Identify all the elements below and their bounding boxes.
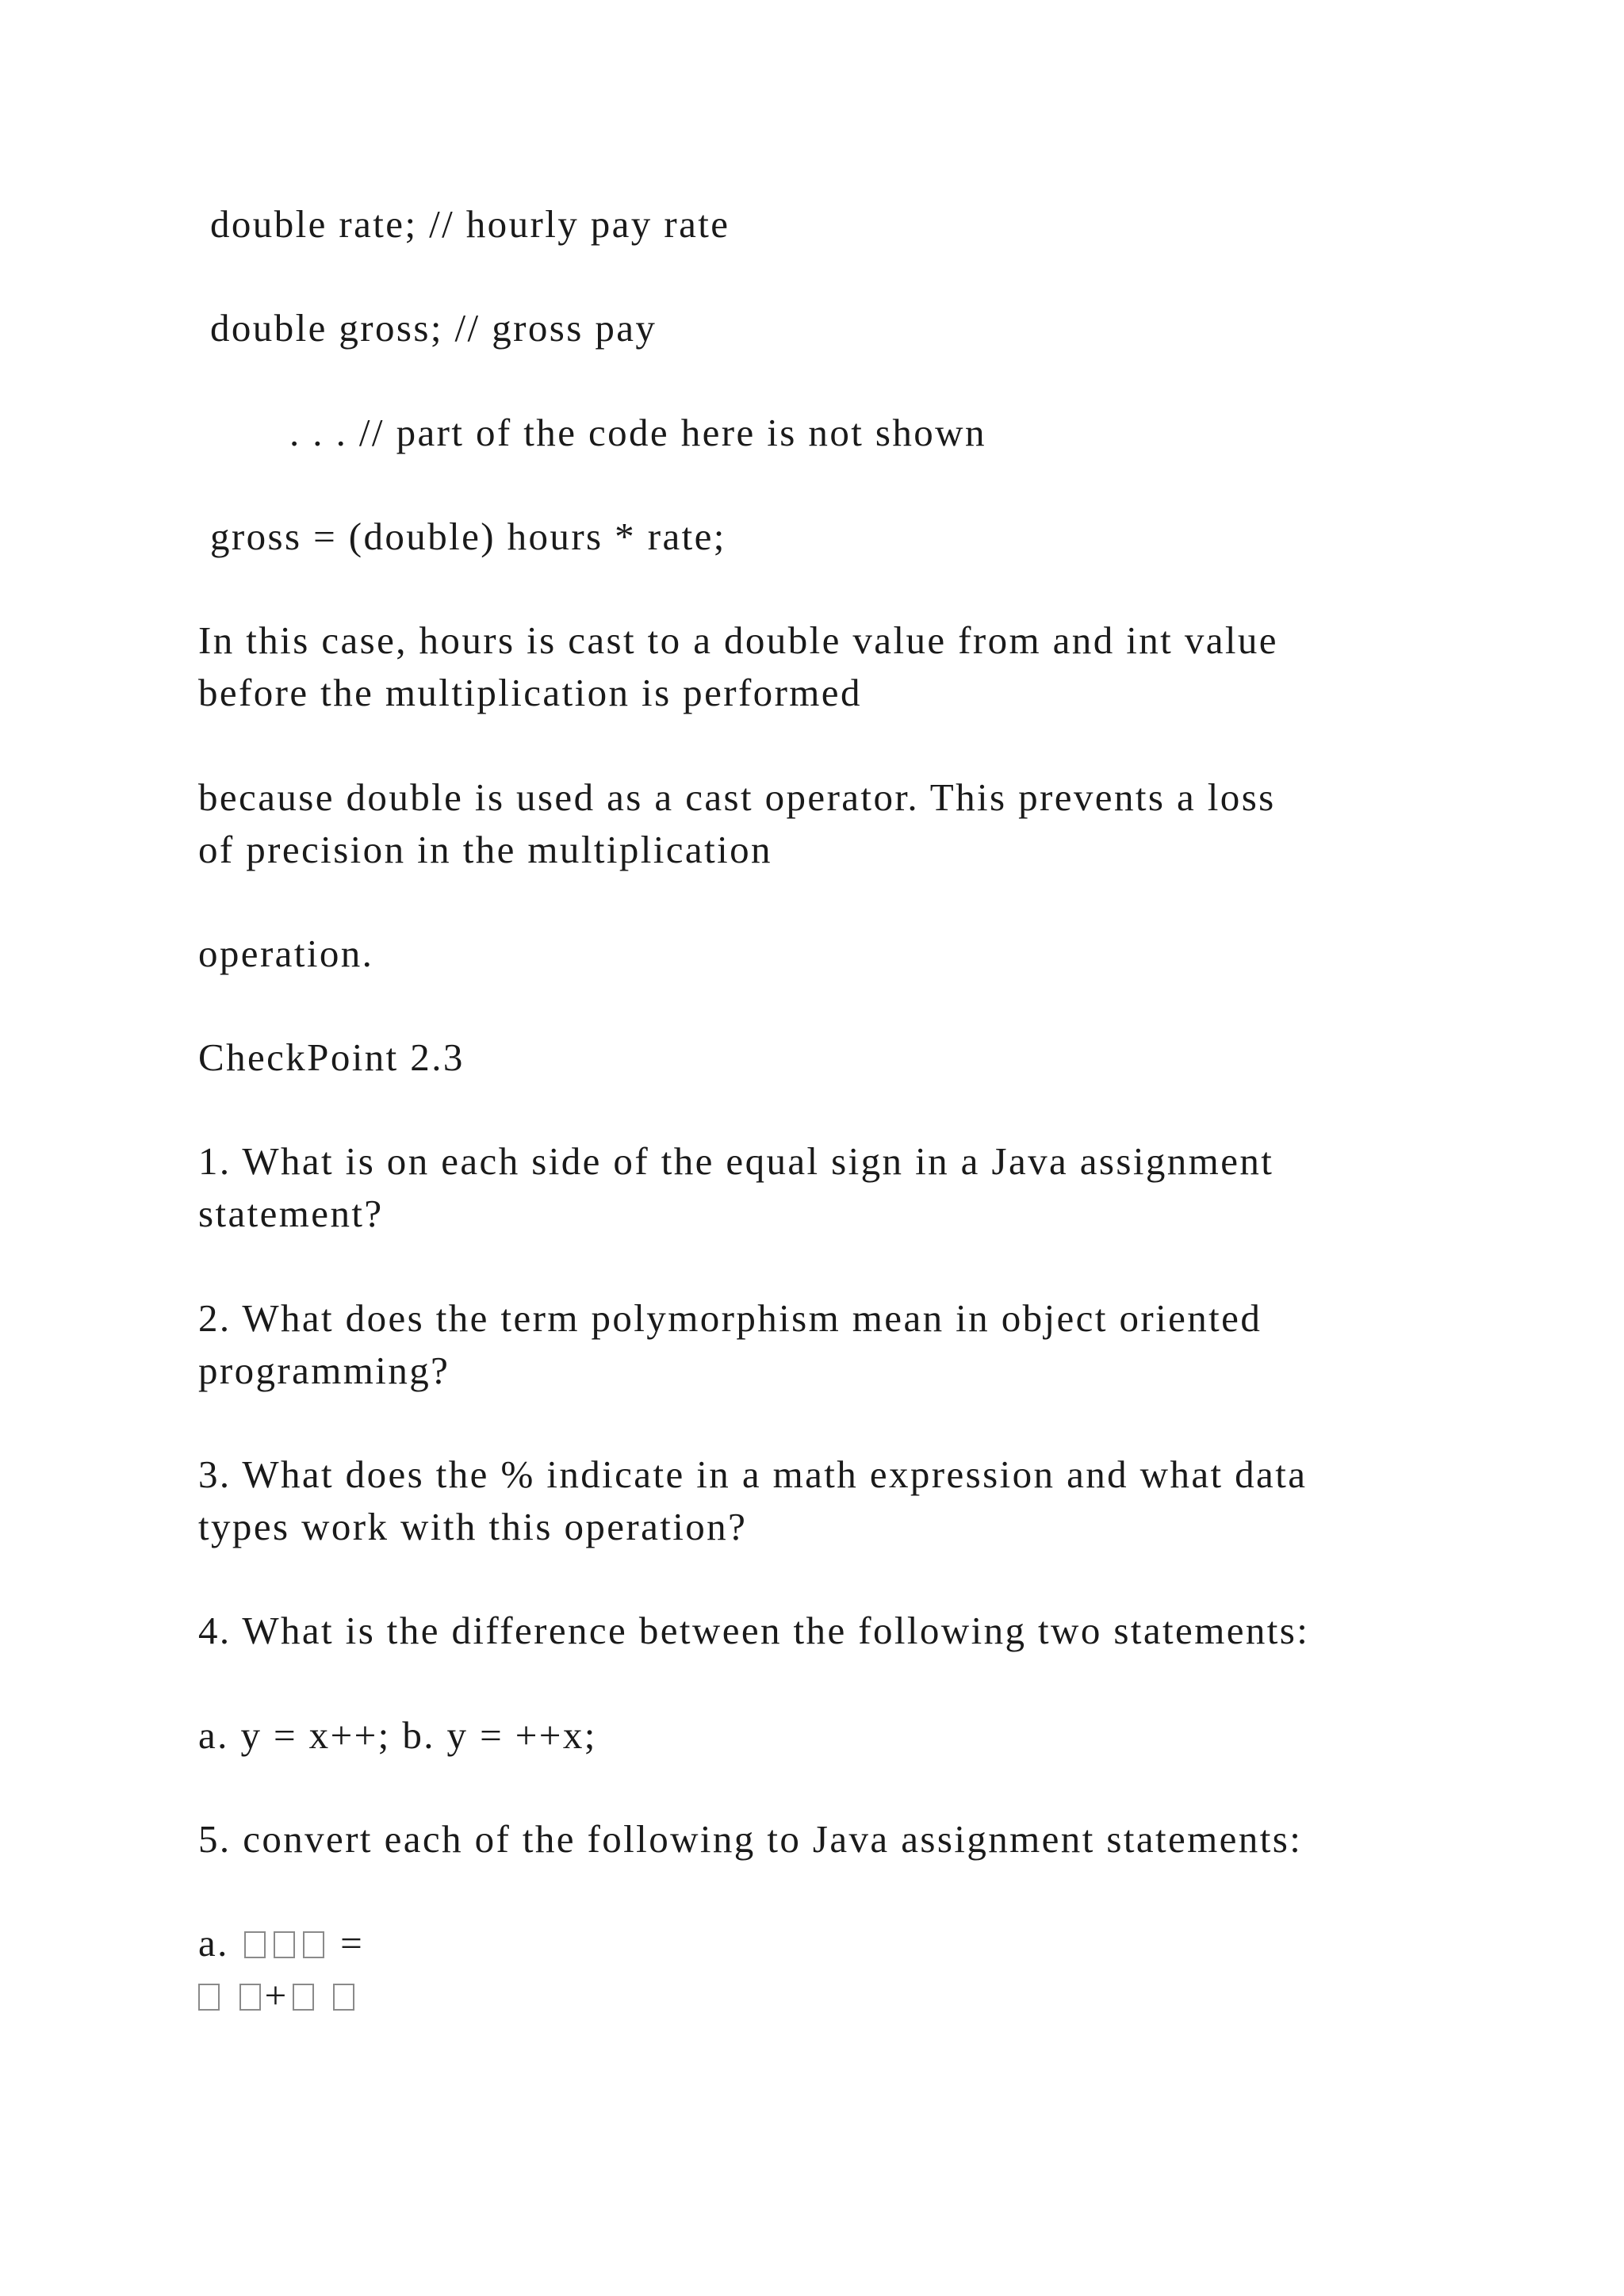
question-2: programming? [198, 1349, 450, 1392]
explanation-line: In this case, hours is cast to a double value from and int value [198, 618, 1278, 662]
code-line-rate: double rate; // hourly pay rate [210, 202, 730, 246]
question-4-options: a. y = x++; b. y = ++x; [198, 1713, 597, 1757]
explanation-line: of precision in the multiplication [198, 828, 772, 871]
missing-glyph-icon [244, 1931, 266, 1958]
question-5a-label: a. [198, 1921, 229, 1965]
missing-glyph-icon [293, 1984, 314, 2011]
plus-sign: + [264, 1973, 289, 2017]
code-line-ellipsis: . . . // part of the code here is not shown [289, 411, 986, 454]
equals-sign: = [340, 1921, 365, 1965]
question-5: 5. convert each of the following to Java assignment statements: [198, 1817, 1303, 1861]
missing-glyph-icon [274, 1931, 295, 1958]
question-3: 3. What does the % indicate in a math expression and what data [198, 1452, 1308, 1496]
code-line-gross-calc: gross = (double) hours * rate; [210, 515, 726, 558]
explanation-line: because double is used as a cast operator. This prevents a loss [198, 775, 1276, 819]
explanation-line: before the multiplication is performed [198, 671, 862, 714]
missing-glyph-icon [333, 1984, 354, 2011]
question-1: 1. What is on each side of the equal sign in a Java assignment [198, 1139, 1274, 1183]
question-3: types work with this operation? [198, 1505, 748, 1548]
question-4: 4. What is the difference between the following two statements: [198, 1609, 1310, 1652]
missing-glyph-icon [239, 1984, 261, 2011]
question-1: statement? [198, 1192, 384, 1235]
question-5a-line1 [198, 1917, 364, 1969]
explanation-line: operation. [198, 932, 374, 975]
question-5a-line2 [198, 1969, 358, 2022]
code-line-gross: double gross; // gross pay [210, 306, 657, 350]
missing-glyph-icon [303, 1931, 324, 1958]
question-2: 2. What does the term polymorphism mean in object oriented [198, 1296, 1262, 1340]
checkpoint-title: CheckPoint 2.3 [198, 1035, 465, 1079]
missing-glyph-icon [198, 1984, 220, 2011]
